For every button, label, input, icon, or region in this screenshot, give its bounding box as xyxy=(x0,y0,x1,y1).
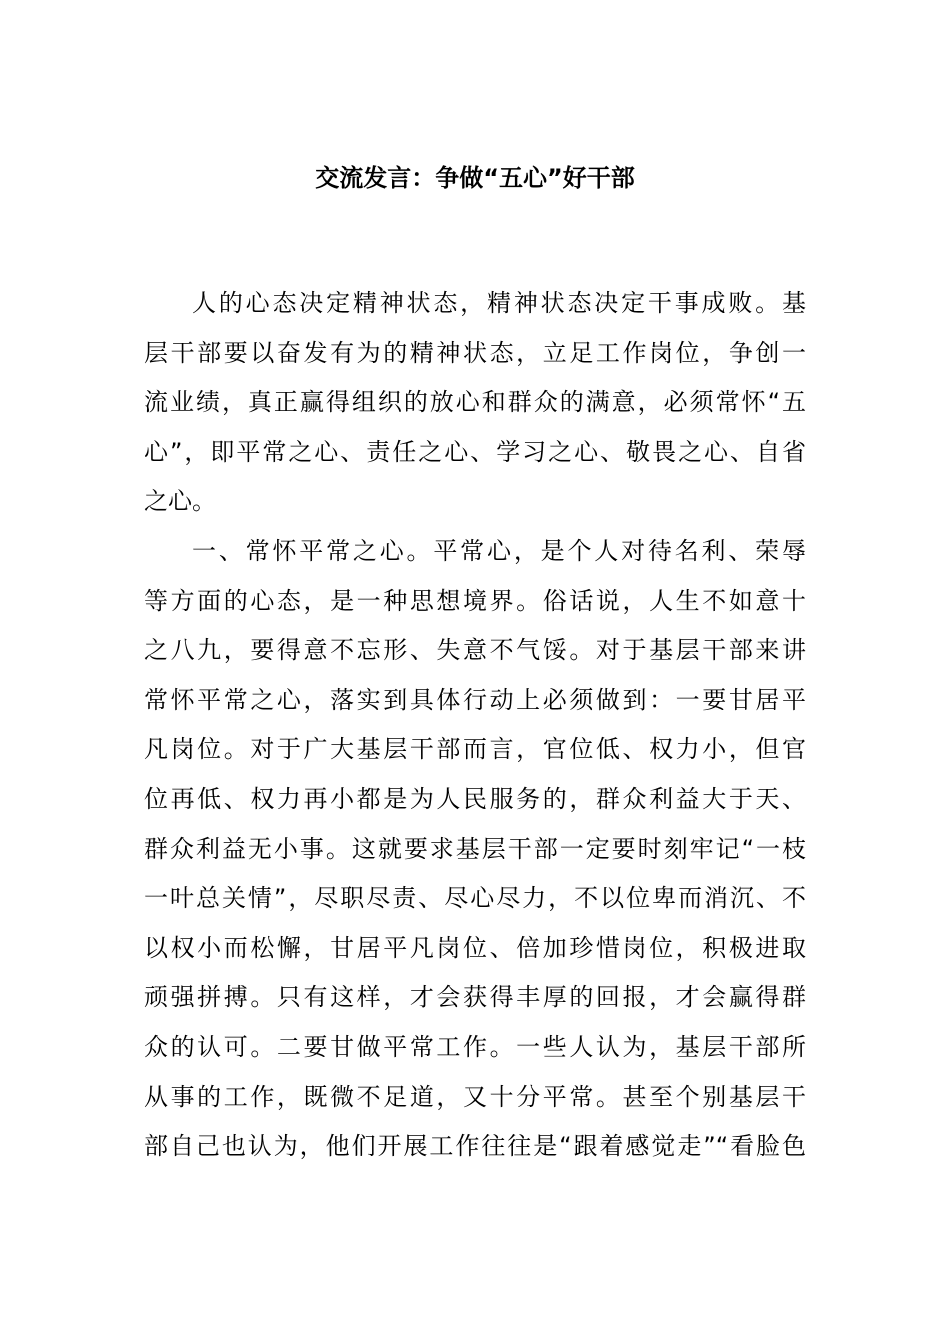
paragraph-2-line-11: 众的认可。二要甘做平常工作。一些人认为，基层干部所 xyxy=(144,1032,806,1061)
paragraph-2-line-9: 以权小而松懈，甘居平凡岗位、倍加珍惜岗位，积极进取 xyxy=(144,933,806,962)
paragraph-1-line-5: 之心。 xyxy=(144,487,216,516)
paragraph-2-line-3: 之八九，要得意不忘形、失意不气馁。对于基层干部来讲 xyxy=(144,636,806,665)
paragraph-2-line-1: 一、常怀平常之心。平常心，是个人对待名利、荣辱 xyxy=(192,536,806,565)
document-body xyxy=(144,279,806,1172)
paragraph-2-line-6: 位再低、权力再小都是为人民服务的，群众利益大于天、 xyxy=(144,784,806,813)
paragraph-2-line-4: 常怀平常之心，落实到具体行动上必须做到：一要甘居平 xyxy=(144,685,806,714)
paragraph-2-line-7: 群众利益无小事。这就要求基层干部一定要时刻牢记“一枝 xyxy=(144,834,806,863)
document-title: 交流发言：争做“五心”好干部 xyxy=(315,164,635,192)
paragraph-1-line-3: 流业绩，真正赢得组织的放心和群众的满意，必须常怀“五 xyxy=(144,388,806,417)
paragraph-2-line-8: 一叶总关情”，尽职尽责、尽心尽力，不以位卑而消沉、不 xyxy=(144,884,806,913)
paragraph-2-line-12: 从事的工作，既微不足道，又十分平常。甚至个别基层干 xyxy=(144,1082,806,1111)
paragraph-2-line-10: 顽强拼搏。只有这样，才会获得丰厚的回报，才会赢得群 xyxy=(144,983,806,1012)
paragraph-1-line-2: 层干部要以奋发有为的精神状态，立足工作岗位，争创一 xyxy=(144,338,806,367)
paragraph-1-line-1: 人的心态决定精神状态，精神状态决定干事成败。基 xyxy=(192,289,806,317)
paragraph-2-line-13: 部自己也认为，他们开展工作往往是“跟着感觉走”“看脸色 xyxy=(144,1132,806,1161)
paragraph-2-line-2: 等方面的心态，是一种思想境界。俗话说，人生不如意十 xyxy=(144,586,806,615)
paragraph-1-line-4: 心”，即平常之心、责任之心、学习之心、敬畏之心、自省 xyxy=(144,437,806,466)
paragraph-2-line-5: 凡岗位。对于广大基层干部而言，官位低、权力小，但官 xyxy=(144,735,806,764)
